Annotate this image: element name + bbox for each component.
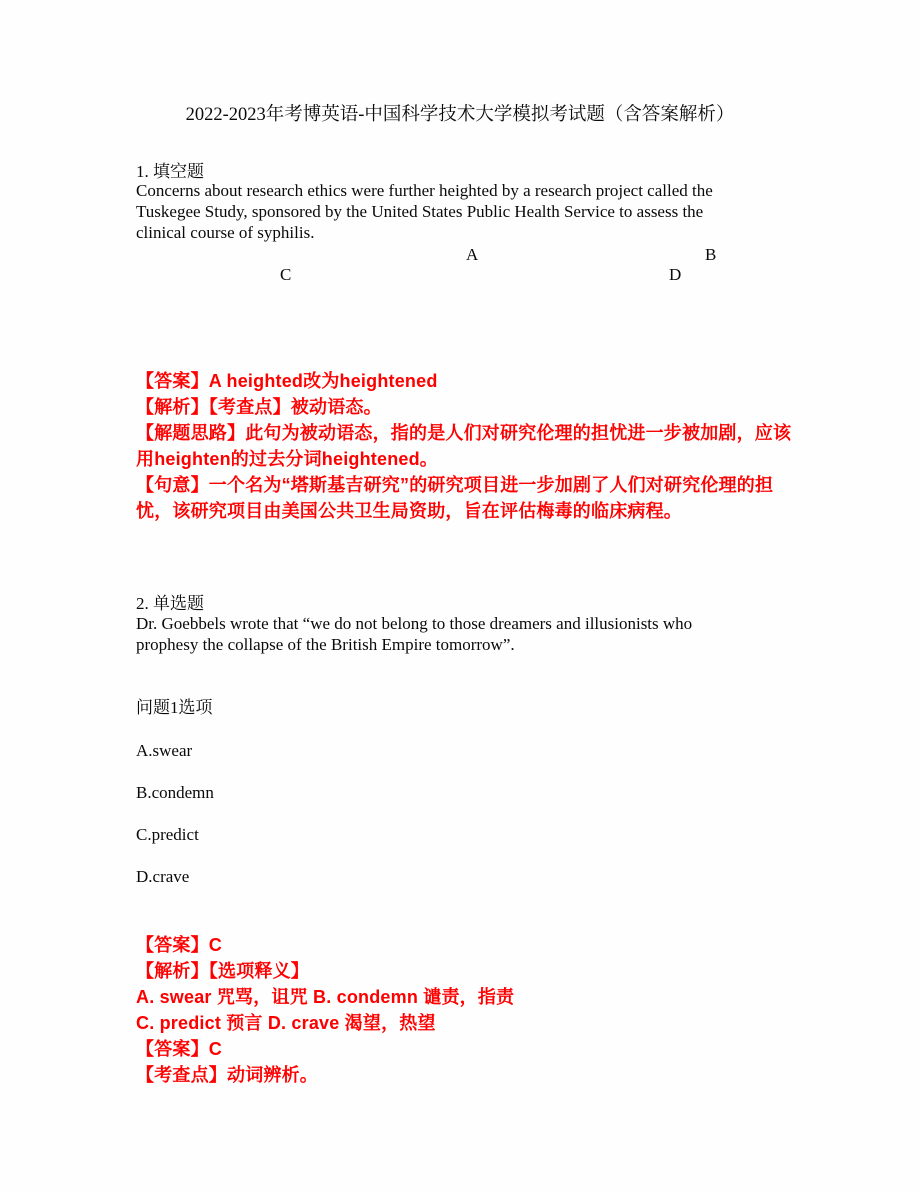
answer-line: 【答案】A heighted改为heightened — [136, 371, 438, 391]
blank-marker-d: D — [669, 265, 682, 284]
question2-answer-analysis — [136, 932, 514, 1088]
answer-line: 忧，该研究项目由美国公共卫生局资助，旨在评估梅毒的临床病程。 — [136, 501, 682, 521]
blank-marker-b: B — [705, 245, 717, 264]
answer-line: C. predict 预言 D. crave 渴望，热望 — [136, 1013, 436, 1033]
question1-body — [136, 180, 713, 243]
option-d: D.crave — [136, 867, 190, 886]
question2-body-line: prophesy the collapse of the British Empire tomorrow”. — [136, 635, 515, 654]
question1-body-line: Concerns about research ethics were further heighted by a research project called the — [136, 181, 713, 200]
answer-line: 用heighten的过去分词heightened。 — [136, 449, 438, 469]
blank-marker-c: C — [280, 265, 292, 284]
question2-options-label: 问题1选项 — [136, 698, 213, 717]
question1-answer-analysis — [136, 368, 791, 524]
option-c: C.predict — [136, 825, 199, 844]
answer-line: 【答案】C — [136, 1039, 222, 1059]
question2-body — [136, 613, 692, 655]
question2-body-line: Dr. Goebbels wrote that “we do not belong to those dreamers and illusionists who — [136, 614, 693, 633]
answer-line: 【句意】一个名为“塔斯基吉研究”的研究项目进一步加剧了人们对研究伦理的担 — [136, 475, 774, 495]
document-title: 2022-2023年考博英语-中国科学技术大学模拟考试题（含答案解析） — [185, 105, 735, 125]
question1-body-line: clinical course of syphilis. — [136, 223, 315, 242]
answer-line: 【解析】【考查点】被动语态。 — [136, 397, 382, 417]
option-a: A.swear — [136, 741, 193, 760]
answer-line: 【考查点】动词辨析。 — [136, 1065, 318, 1085]
option-b: B.condemn — [136, 783, 214, 802]
question1-heading: 1. 填空题 — [136, 162, 204, 181]
blank-marker-a: A — [466, 245, 479, 264]
answer-line: 【解题思路】此句为被动语态，指的是人们对研究伦理的担忧进一步被加剧，应该 — [136, 423, 792, 443]
answer-line: 【解析】【选项释义】 — [136, 961, 309, 981]
answer-line: A. swear 咒骂，诅咒 B. condemn 谴责，指责 — [136, 987, 515, 1007]
question2-heading: 2. 单选题 — [136, 594, 204, 613]
answer-line: 【答案】C — [136, 935, 222, 955]
question1-body-line: Tuskegee Study, sponsored by the United States Public Health Service to assess the — [136, 202, 704, 221]
